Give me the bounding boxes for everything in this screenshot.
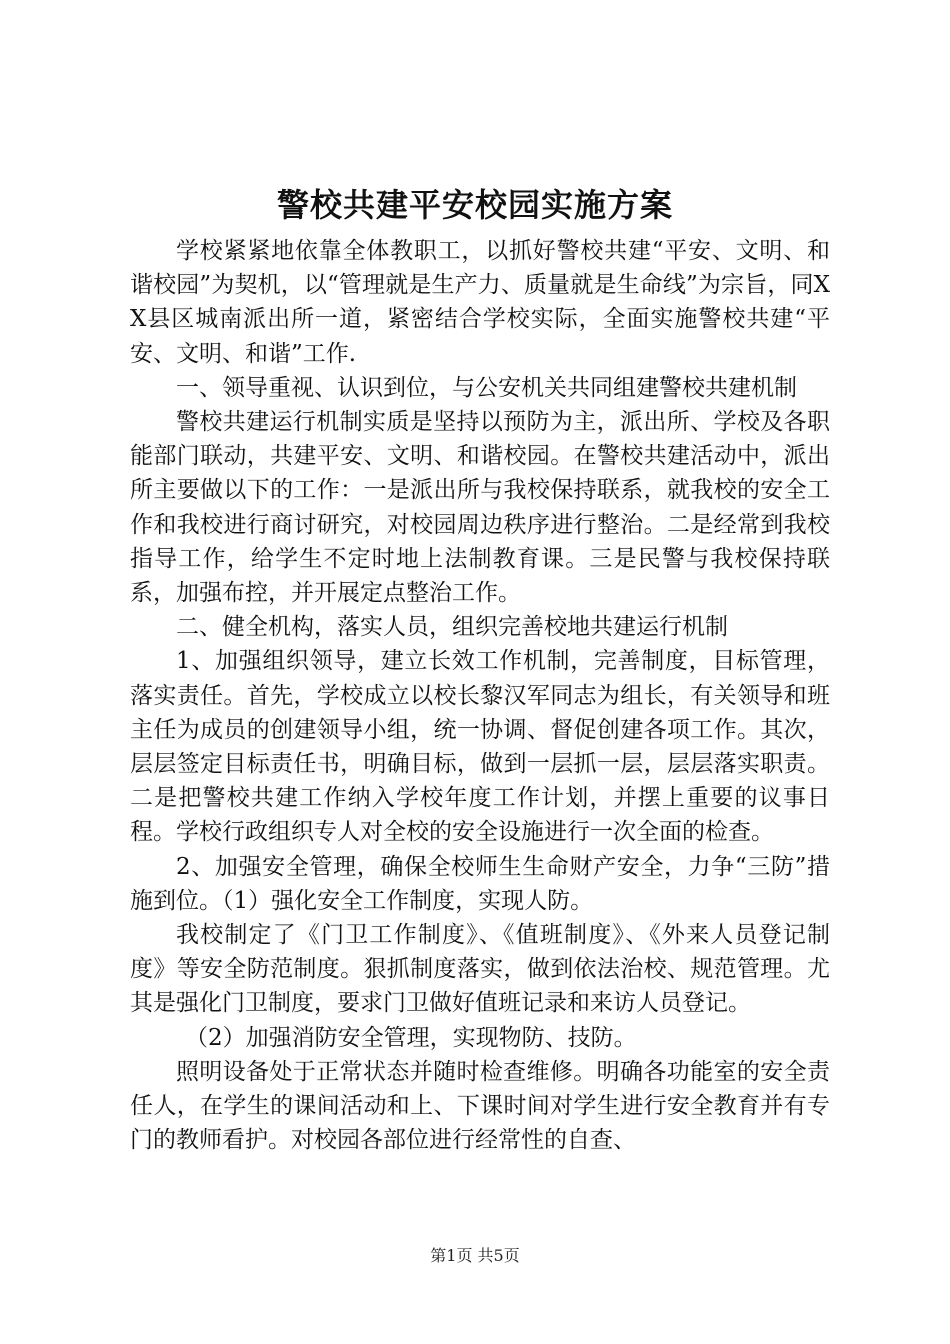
section-heading-1: 一、领导重视、认识到位，与公安机关共同组建警校共建机制 <box>176 374 797 401</box>
subsection-heading-fire-safety: （2）加强消防安全管理，实现物防、技防。 <box>185 1024 637 1051</box>
paragraph-organization: 1、加强组织领导，建立长效工作机制，完善制度，目标管理，落实责任。首先，学校成立以校长黎汉军同志为组长，有关领导和班主任为成员的创建领导小组，统一协调、督促创建各项工作。其次，层层签定目标责任书，明确目标，做到一层抓一层，层层落实职责。二是把警校共建工作纳入学校年度工作计划，并摆上重要的议事日程。学校行政组织专人对全校的安全设施进行一次全面的检查。 <box>130 648 830 846</box>
paragraph-lighting: 照明设备处于正常状态并随时检查维修。明确各功能室的安全责任人，在学生的课间活动和上、下课时间对学生进行安全教育并有专门的教师看护。对校园各部位进行经常性的自查、 <box>130 1058 830 1154</box>
paragraph-mechanism: 警校共建运行机制实质是坚持以预防为主，派出所、学校及各职能部门联动，共建平安、文明、和谐校园。在警校共建活动中，派出所主要做以下的工作：一是派出所与我校保持联系，就我校的安全工作和我校进行商讨研究，对校园周边秩序进行整治。二是经常到我校指导工作，给学生不定时地上法制教育课。三是民警与我校保持联系，加强布控，并开展定点整治工作。 <box>130 409 830 607</box>
section-heading-2: 二、健全机构，落实人员，组织完善校地共建运行机制 <box>176 614 728 641</box>
paragraph-intro: 学校紧紧地依靠全体教职工，以抓好警校共建“平安、文明、和谐校园”为契机，以“管理就是生产力、质量就是生命线”为宗旨，同XX县区城南派出所一道，紧密结合学校实际，全面实施警校共建“平安、文明、和谐”工作. <box>130 238 830 367</box>
document-body <box>130 234 830 1157</box>
document-title: 警校共建平安校园实施方案 <box>276 186 673 224</box>
paragraph-safety-management: 2、加强安全管理，确保全校师生生命财产安全，力争“三防”措施到位。（1）强化安全工作制度，实现人防。 <box>130 853 830 914</box>
paragraph-regulations: 我校制定了《门卫工作制度》、《值班制度》、《外来人员登记制度》等安全防范制度。狠抓制度落实，做到依法治校、规范管理。尤其是强化门卫制度，要求门卫做好值班记录和来访人员登记。 <box>130 922 830 1017</box>
page-footer: 第1页 共5页 <box>430 1246 520 1265</box>
